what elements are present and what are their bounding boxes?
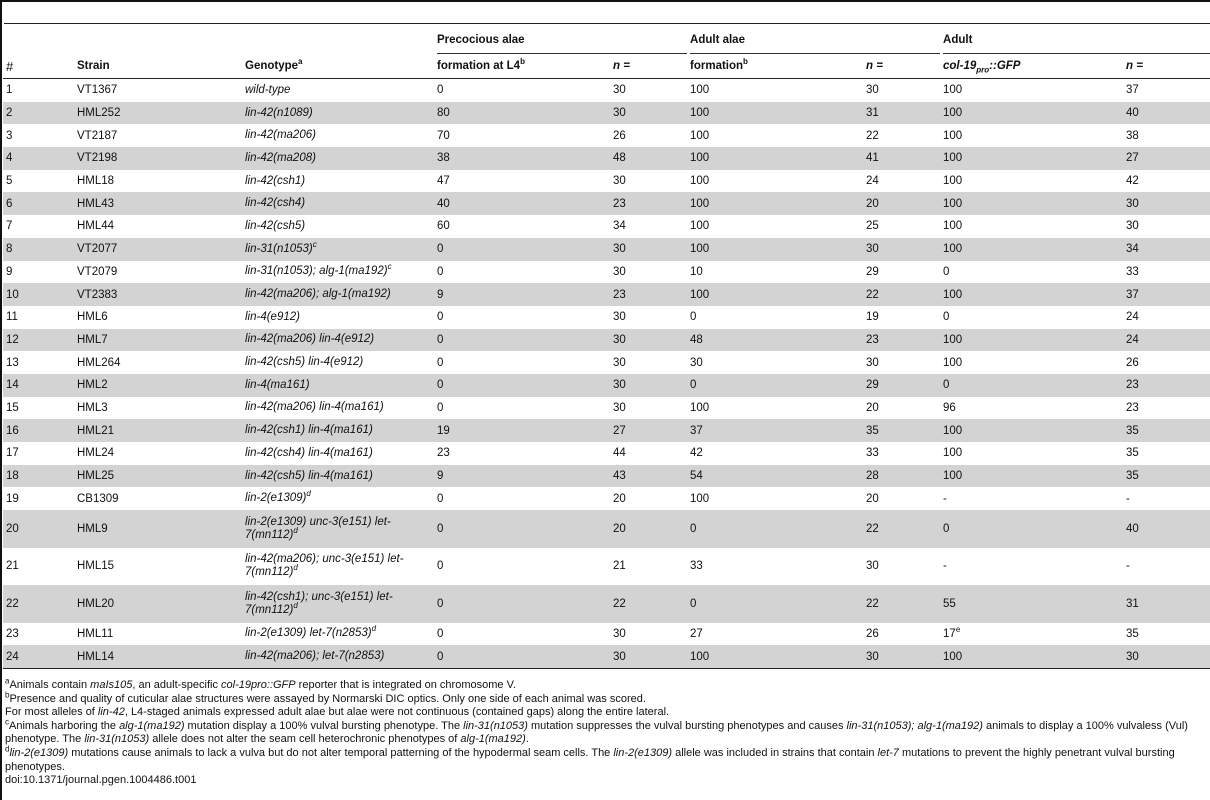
row-number: 2 [3, 102, 74, 125]
n-cell: 20 [610, 510, 687, 548]
table-row [3, 238, 1210, 261]
precocious-alae-cell: 38 [434, 147, 610, 170]
row-number: 4 [3, 147, 74, 170]
gfp-cell: 100 [943, 175, 963, 188]
n-cell: 34 [1123, 238, 1210, 261]
n-cell: 40 [1123, 510, 1210, 548]
genotype-cell: lin-42(ma206) [245, 129, 316, 142]
table-row [3, 351, 1210, 374]
n-cell: 20 [613, 492, 626, 505]
footnote-c: $^c$Animals harboring the alg-1(ma192) mutation display a 100% vulval bursting phenotype. The lin-31(n1053) mutation suppresses the vulval bursting phenotypes and causes lin-31(n1053); alg-1(ma192) animals to display a 100% vulvaless (Vul) phenotype. The lin-31(n1053) allele does not alter the seam cell heterochronic phenotypes of alg-1(ma192). [5, 717, 1188, 746]
strain-cell: HML7 [74, 329, 242, 352]
genotype-cell: lin-31(n1053); alg-$1(ma192)^c$ [245, 262, 392, 278]
strain-cell: HML9 [74, 510, 242, 548]
col-header-genotype: Genotype$^a$ [242, 54, 434, 79]
row-number: 14 [3, 374, 74, 397]
genotype-cell: lin-42(ma206) lin-4(ma161) [245, 401, 384, 414]
n-cell: 30 [863, 238, 940, 261]
adult-alae-cell: 42 [690, 447, 703, 460]
col-header-adult-alae: formation$^b$ [687, 54, 863, 79]
row-number: 19 [6, 492, 19, 505]
n-cell: 30 [610, 238, 687, 261]
strain-cell: HML252 [74, 102, 242, 125]
precocious-alae-cell: 0 [434, 645, 610, 668]
n-cell: 30 [1123, 645, 1210, 668]
n-cell: 40 [1123, 102, 1210, 125]
footnote-d: $^d$lin-2(e1309) mutations cause animals to lack a vulva but do not alter temporal patterning of the hypodermal seam cells. The lin-2(e1309) allele was included in strains that contain let-7 mutations to prevent the highly penetrant vulval bursting phenotypes. [5, 744, 1175, 773]
n-cell: 23 [1126, 401, 1139, 414]
adult-alae-cell: 0 [687, 585, 863, 623]
n-cell: 43 [610, 465, 687, 488]
gfp-cell: 100 [940, 147, 1123, 170]
gfp-cell: - [943, 492, 947, 505]
precocious-alae-cell: 80 [434, 102, 610, 125]
precocious-alae-cell: 0 [434, 238, 610, 261]
row-number: 8 [3, 238, 74, 261]
n-cell: 30 [866, 356, 879, 369]
strain-cell: HML6 [77, 311, 108, 324]
n-cell: 30 [610, 374, 687, 397]
n-cell: 30 [613, 311, 626, 324]
adult-alae-cell: 100 [690, 492, 710, 505]
col-header-strain: Strain [74, 54, 242, 79]
n-cell: 30 [613, 356, 626, 369]
strain-cell: HML264 [77, 356, 121, 369]
n-cell: 42 [1126, 175, 1139, 188]
n-cell: 29 [863, 374, 940, 397]
adult-alae-cell: 30 [690, 356, 703, 369]
row-number: 15 [6, 401, 19, 414]
top-rule [4, 23, 1210, 24]
col-header-n-1: n = [610, 54, 687, 79]
adult-alae-cell: 100 [690, 84, 710, 97]
adult-alae-cell: 100 [687, 192, 863, 215]
precocious-alae-cell: 0 [434, 510, 610, 548]
precocious-alae-cell: 0 [437, 627, 444, 640]
gfp-cell: 100 [943, 356, 963, 369]
strain-cell: HML15 [77, 560, 115, 573]
group-adult: Adult [940, 26, 1210, 54]
adult-alae-cell: 37 [687, 419, 863, 442]
n-cell: 31 [863, 102, 940, 125]
col-header-gfp: col-$19_{pro}::GFP$ [940, 54, 1123, 79]
n-cell: 23 [1123, 374, 1210, 397]
n-cell: 30 [1126, 220, 1139, 233]
strain-cell: VT1367 [77, 84, 118, 97]
n-cell: 20 [866, 401, 879, 414]
n-cell: 30 [613, 401, 626, 414]
precocious-alae-cell: 23 [437, 447, 450, 460]
n-cell: 35 [1126, 447, 1139, 460]
row-number: 22 [3, 585, 74, 623]
n-cell: 38 [1126, 129, 1139, 142]
n-cell: 37 [1126, 84, 1139, 97]
adult-alae-cell: 100 [690, 175, 710, 188]
n-cell: 33 [1126, 265, 1139, 278]
genotype-cell: lin-42(csh4) [242, 192, 434, 215]
strain-cell: HML11 [77, 627, 114, 640]
adult-alae-cell: 100 [687, 102, 863, 125]
row-number: 5 [6, 175, 13, 188]
n-cell: 48 [610, 147, 687, 170]
n-cell: 26 [613, 129, 626, 142]
precocious-alae-cell: 40 [434, 192, 610, 215]
table-row [3, 124, 1210, 147]
row-number: 17 [6, 447, 19, 460]
n-cell: 30 [866, 84, 879, 97]
gfp-cell: 0 [943, 311, 950, 324]
gfp-cell: 100 [940, 329, 1123, 352]
doi-label: doi:10.1371/journal.pgen.1004486.t001 [5, 774, 197, 787]
table-row [3, 623, 1210, 646]
precocious-alae-cell: 0 [434, 374, 610, 397]
col-header-precocious: formation at L4$^b$ [434, 54, 610, 79]
genotype-cell: lin-2(e1309) unc-3(e151) let-$7(mn112)^d$ [242, 510, 434, 548]
strain-cell: HML18 [77, 175, 115, 188]
n-cell: 30 [610, 102, 687, 125]
strain-cell: HML20 [74, 585, 242, 623]
n-cell: 35 [863, 419, 940, 442]
n-cell: 30 [610, 645, 687, 668]
table-row [3, 306, 1210, 329]
adult-alae-cell: 100 [687, 645, 863, 668]
precocious-alae-cell: 60 [437, 220, 450, 233]
genotype-cell: lin-42(ma208) [242, 147, 434, 170]
row-number: 23 [6, 627, 19, 640]
table-row [3, 79, 1210, 102]
genotype-cell: lin-42(ma206); alg-1(ma192) [242, 283, 434, 306]
gfp-cell: 100 [943, 447, 963, 460]
table-row [3, 215, 1210, 238]
genotype-cell: lin-$2(e1309)^d$ [245, 489, 311, 505]
precocious-alae-cell: 0 [437, 560, 444, 573]
genotype-cell: lin-42(csh4) lin-4(ma161) [245, 446, 373, 459]
table-row [3, 645, 1210, 668]
adult-alae-cell: 100 [690, 220, 710, 233]
row-number: 11 [6, 311, 18, 324]
adult-alae-cell: 0 [690, 311, 697, 324]
adult-alae-cell: 100 [687, 283, 863, 306]
precocious-alae-cell: 0 [437, 401, 444, 414]
header-column-row [3, 54, 1210, 79]
n-cell: 22 [863, 283, 940, 306]
adult-alae-cell: 0 [687, 374, 863, 397]
footnote-b: $^b$Presence and quality of cuticular alae structures were assayed by Normarski DIC optics. Only one side of each animal was scored. [5, 689, 646, 705]
gfp-cell: 100 [940, 465, 1123, 488]
genotype-cell: lin-42(ma206); unc-3(e151) let-$7(mn112)^d$ [245, 553, 404, 579]
n-cell: 26 [866, 627, 879, 640]
gfp-cell: 0 [940, 374, 1123, 397]
precocious-alae-cell: 9 [434, 465, 610, 488]
genotype-cell: lin-42(csh5) [245, 219, 306, 232]
precocious-alae-cell: 0 [434, 585, 610, 623]
n-cell: - [1126, 492, 1130, 505]
strain-cell: HML43 [74, 192, 242, 215]
gfp-cell: - [943, 560, 947, 573]
strain-cell: HML25 [74, 465, 242, 488]
row-number: 6 [3, 192, 74, 215]
table-row [3, 374, 1210, 397]
genotype-cell: lin-4(e912) [245, 310, 300, 323]
strain-cell: HML14 [74, 645, 242, 668]
precocious-alae-cell: 0 [437, 356, 444, 369]
row-number: 3 [6, 129, 13, 142]
strain-cell: HML2 [74, 374, 242, 397]
genotype-cell: lin-42(csh5) lin-4(e912) [245, 356, 364, 369]
n-cell: 41 [863, 147, 940, 170]
adult-alae-cell: 33 [690, 560, 703, 573]
precocious-alae-cell: 0 [437, 311, 444, 324]
n-cell: 21 [613, 560, 626, 573]
n-cell: 30 [613, 175, 626, 188]
header-group-row [3, 26, 1210, 54]
gfp-cell: 0 [940, 510, 1123, 548]
table-row [3, 283, 1210, 306]
col-header-n-3: n = [1123, 54, 1210, 79]
precocious-alae-cell: 0 [437, 492, 444, 505]
adult-alae-cell: 27 [690, 627, 703, 640]
n-cell: 35 [1123, 419, 1210, 442]
row-number: 12 [3, 329, 74, 352]
adult-alae-cell: 48 [687, 329, 863, 352]
genotype-cell: lin-42(ma206) lin-4(e912) [242, 329, 434, 352]
genotype-cell: lin-42(csh1) [245, 174, 306, 187]
strain-cell: VT2198 [74, 147, 242, 170]
n-cell: 30 [610, 329, 687, 352]
group-precocious-alae: Precocious alae [434, 26, 687, 54]
adult-alae-cell: 100 [687, 238, 863, 261]
table-row [3, 419, 1210, 442]
n-cell: 31 [1123, 585, 1210, 623]
footnote-b-continued: For most alleles of lin-42, L4-staged animals expressed adult alae but alae were not continuous (contained gaps) along the entire lateral. [5, 706, 670, 719]
n-cell: 33 [866, 447, 879, 460]
n-cell: 44 [613, 447, 626, 460]
row-number: 7 [6, 220, 13, 233]
gfp-cell: 100 [940, 102, 1123, 125]
gfp-cell: 55 [940, 585, 1123, 623]
genotype-cell: lin-42(csh5) lin-4(ma161) [242, 465, 434, 488]
n-cell: 30 [1123, 192, 1210, 215]
genotype-cell: lin-42(n1089) [242, 102, 434, 125]
n-cell: 20 [863, 192, 940, 215]
strain-cell: HML21 [74, 419, 242, 442]
precocious-alae-cell: 70 [437, 129, 450, 142]
adult-alae-cell: 100 [687, 147, 863, 170]
precocious-alae-cell: 9 [434, 283, 610, 306]
adult-alae-cell: 0 [687, 510, 863, 548]
table-row [3, 192, 1210, 215]
n-cell: 25 [866, 220, 879, 233]
gfp-cell: 100 [940, 419, 1123, 442]
col-header-n-2: n = [863, 54, 940, 79]
footnotes [5, 676, 1210, 788]
n-cell: 19 [866, 311, 879, 324]
n-cell: 34 [613, 220, 626, 233]
n-cell: 30 [863, 645, 940, 668]
n-cell: 28 [863, 465, 940, 488]
strain-cell: HML44 [77, 220, 115, 233]
adult-alae-cell: 100 [690, 129, 710, 142]
table-row [3, 147, 1210, 170]
gfp-cell: 100 [940, 283, 1123, 306]
precocious-alae-cell: 0 [434, 329, 610, 352]
precocious-alae-cell: 0 [437, 84, 444, 97]
n-cell: 37 [1123, 283, 1210, 306]
results-table [3, 26, 1210, 669]
n-cell: 23 [610, 283, 687, 306]
row-number: 16 [3, 419, 74, 442]
col-header-num: # [3, 54, 74, 79]
n-cell: 30 [866, 560, 879, 573]
n-cell: 24 [1123, 329, 1210, 352]
n-cell: 29 [866, 265, 879, 278]
table-row [3, 397, 1210, 420]
n-cell: 22 [863, 585, 940, 623]
strain-cell: VT2383 [74, 283, 242, 306]
gfp-cell: 100 [943, 129, 963, 142]
group-adult-alae: Adult alae [687, 26, 940, 54]
table-row [3, 261, 1210, 284]
strain-cell: CB1309 [77, 492, 119, 505]
table-row [3, 487, 1210, 510]
genotype-cell: lin-42(ma206); let-7(n2853) [242, 645, 434, 668]
precocious-alae-cell: 0 [437, 265, 444, 278]
strain-cell: VT2079 [77, 265, 118, 278]
gfp-cell: 100 [940, 645, 1123, 668]
precocious-alae-cell: 47 [437, 175, 450, 188]
n-cell: 23 [610, 192, 687, 215]
row-number: 1 [6, 84, 13, 97]
genotype-cell: lin-42(csh1) lin-4(ma161) [242, 419, 434, 442]
row-number: 13 [6, 356, 19, 369]
n-cell: 35 [1123, 465, 1210, 488]
gfp-cell: 100 [943, 220, 963, 233]
table-row [3, 548, 1210, 586]
n-cell: 26 [1126, 356, 1139, 369]
strain-cell: HML3 [77, 401, 108, 414]
table-row [3, 465, 1210, 488]
n-cell: 35 [1126, 627, 1139, 640]
table-body [3, 79, 1210, 669]
gfp-cell: 96 [943, 401, 956, 414]
n-cell: 23 [863, 329, 940, 352]
gfp-cell: 0 [943, 265, 950, 278]
row-number: 24 [3, 645, 74, 668]
strain-cell: VT2077 [74, 238, 242, 261]
genotype-cell: wild-type [245, 83, 291, 96]
table-row [3, 510, 1210, 548]
n-cell: 30 [613, 627, 626, 640]
n-cell: 22 [863, 510, 940, 548]
row-number: 18 [3, 465, 74, 488]
precocious-alae-cell: 19 [434, 419, 610, 442]
n-cell: 20 [866, 492, 879, 505]
genotype-cell: lin-$31(n1053)^c$ [242, 238, 434, 261]
n-cell: 30 [613, 265, 626, 278]
row-number: 20 [3, 510, 74, 548]
row-number: 10 [3, 283, 74, 306]
table-row [3, 442, 1210, 465]
table-row [3, 585, 1210, 623]
n-cell: 27 [610, 419, 687, 442]
row-number: 21 [6, 560, 19, 573]
n-cell: 24 [866, 175, 879, 188]
adult-alae-cell: 10 [690, 265, 703, 278]
table-row [3, 170, 1210, 193]
n-cell: - [1126, 560, 1130, 573]
footnote-a: $^a$Animals contain maIs105, an adult-specific col-19pro::GFP reporter that is integrated on chromosome V. [5, 676, 516, 691]
gfp-cell: 100 [940, 238, 1123, 261]
n-cell: 27 [1123, 147, 1210, 170]
gfp-cell: 17e [943, 625, 961, 640]
row-number: 9 [6, 265, 13, 278]
adult-alae-cell: 100 [690, 401, 710, 414]
n-cell: 24 [1126, 311, 1139, 324]
strain-cell: VT2187 [77, 129, 118, 142]
table-row [3, 102, 1210, 125]
n-cell: 22 [866, 129, 879, 142]
genotype-cell: lin-42(csh1); unc-3(e151) let-$7(mn112)^d$ [242, 585, 434, 623]
genotype-cell: lin-2(e1309) let-$7(n2853)^d$ [245, 624, 377, 640]
n-cell: 22 [610, 585, 687, 623]
gfp-cell: 100 [940, 192, 1123, 215]
table-row [3, 329, 1210, 352]
adult-alae-cell: 54 [687, 465, 863, 488]
n-cell: 30 [613, 84, 626, 97]
genotype-cell: lin-4(ma161) [242, 374, 434, 397]
strain-cell: HML24 [77, 447, 115, 460]
gfp-cell: 100 [943, 84, 963, 97]
